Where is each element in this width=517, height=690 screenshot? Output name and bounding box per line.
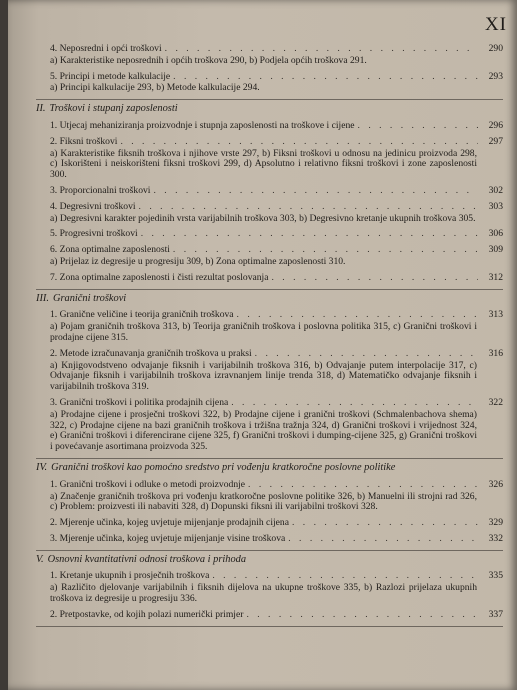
section-divider <box>36 626 503 627</box>
section-title: Granični troškovi <box>52 292 127 304</box>
entry-page-number: 309 <box>488 244 503 256</box>
toc-entry-line <box>36 398 503 409</box>
entry-title: 2. Mjerenje učinka, kojeg uvjetuje mijenjanje prodajnih cijena <box>50 517 289 529</box>
entry-page-number: 312 <box>488 271 503 283</box>
leader-dots <box>237 310 478 321</box>
leader-dots <box>255 349 478 360</box>
entry-title: 4. Degresivni troškovi <box>50 200 136 212</box>
section-number: V. <box>36 553 44 565</box>
section-number: II. <box>36 103 46 115</box>
entry-subtopics: a) Pojam graničnih troškova 313, b) Teorija graničnih troškova i poslovna politika 315, c) Granični troškovi i prodajne cijene 315. <box>50 321 477 343</box>
toc-entry-line <box>36 121 503 132</box>
toc-entry-line <box>36 202 503 213</box>
toc-entry <box>36 610 503 621</box>
leader-dots <box>212 571 478 582</box>
entry-page-number: 296 <box>488 119 503 131</box>
leader-dots <box>292 518 478 529</box>
toc-section <box>36 44 503 100</box>
section-heading <box>36 463 503 474</box>
toc-entry-line <box>36 480 503 491</box>
leader-dots <box>139 202 478 213</box>
entry-page-number: 335 <box>488 570 503 582</box>
section-heading <box>36 555 503 566</box>
section-number: III. <box>36 292 49 304</box>
entry-page-number: 302 <box>488 184 503 196</box>
entry-title: 1. Granični troškovi i odluke o metodi proizvodnje <box>50 478 246 490</box>
toc-section <box>36 104 503 289</box>
entry-page-number: 326 <box>488 478 503 490</box>
page-number: XI <box>484 14 507 35</box>
toc-entry-line <box>36 349 503 360</box>
leader-dots <box>141 229 478 240</box>
entry-page-number: 316 <box>488 347 503 359</box>
entry-page-number: 306 <box>488 228 503 240</box>
toc-entry <box>36 398 503 453</box>
leader-dots <box>153 186 478 197</box>
toc-entry-line <box>36 534 503 545</box>
entry-subtopics: a) Prijelaz iz degresije u progresiju 309, b) Zona optimalne zaposlenosti 310. <box>50 255 346 267</box>
section-divider <box>36 458 503 459</box>
leader-dots <box>358 121 478 132</box>
toc-entry-line <box>36 273 503 284</box>
leader-dots <box>271 273 478 284</box>
entry-title: 2. Fiksni troškovi <box>50 135 118 147</box>
entry-title: 5. Principi i metode kalkulacije <box>50 70 171 82</box>
toc-entry <box>36 229 503 240</box>
toc-entry <box>36 137 503 181</box>
section-divider <box>36 289 503 290</box>
entry-subtopics: a) Karakteristike neposrednih i općih troškova 290, b) Podjela općih troškova 291. <box>50 54 367 66</box>
toc-entry-line <box>36 72 503 83</box>
section-heading <box>36 294 503 305</box>
section-title: Troškovi i stupanj zaposlenosti <box>49 103 178 115</box>
section-title: Granični troškovi kao pomoćno sredstvo pri vođenju kratkoročne poslovne politike <box>51 461 396 473</box>
entry-page-number: 332 <box>488 532 503 544</box>
toc-entry <box>36 480 503 513</box>
toc-entry-line <box>36 229 503 240</box>
entry-subtopics: a) Knjigovodstveno odvajanje fiksnih i varijabilnih troškova 316, b) Odvajanje putem interpolacije 317, c) Odvajanje fiksnih i varijabilnih troškova izravnanjem linije trenda 318, d) Matematičko odvajanje fiksnih i varijabilnih troškova 319. <box>50 359 477 393</box>
section-divider <box>36 550 503 551</box>
entry-title: 2. Pretpostavke, od kojih polazi numerički primjer <box>50 608 244 620</box>
toc-entry <box>36 534 503 545</box>
section-number: IV. <box>36 461 48 473</box>
table-of-contents <box>36 44 503 631</box>
entry-title: 6. Zona optimalne zaposlenosti <box>50 244 170 256</box>
entry-title: 3. Mjerenje učinka, kojeg uvjetuje mijenjanje visine troškova <box>50 532 286 544</box>
toc-entry-line <box>36 245 503 256</box>
entry-title: 1. Kretanje ukupnih i prosječnih troškova <box>50 570 210 582</box>
entry-title: 2. Metode izračunavanja graničnih troškova u praksi <box>50 347 252 359</box>
entry-title: 3. Granični troškovi i politika prodajnih cijena <box>50 396 229 408</box>
toc-entry-line <box>36 610 503 621</box>
toc-entry-line <box>36 186 503 197</box>
entry-title: 1. Granične veličine i teorija graničnih troškova <box>50 309 234 321</box>
entry-title: 4. Neposredni i opći troškovi <box>50 43 162 54</box>
entry-title: 1. Utjecaj mehaniziranja proizvodnje i stupnja zaposlenosti na troškove i cijene <box>50 119 355 131</box>
entry-subtopics: a) Degresivni karakter pojedinih vrsta varijabilnih troškova 303, b) Degresivno kretanje ukupnih troškova 305. <box>50 212 476 224</box>
entry-page-number: 322 <box>488 396 503 408</box>
toc-entry <box>36 349 503 393</box>
toc-entry <box>36 202 503 225</box>
toc-section <box>36 463 503 551</box>
toc-section <box>36 294 503 459</box>
entry-subtopics: a) Karakteristike fiksnih troškova i njihove vrste 297, b) Fiksni troškovi u odnosu na jedinicu proizvoda 298, c) Iskorišteni i neiskorišteni fiksni troškovi 299, d) Apsolutno i relativno fiksni troškovi i zone zaposlenosti 300. <box>50 147 477 181</box>
entry-page-number: 313 <box>488 309 503 321</box>
leader-dots <box>165 44 478 55</box>
entry-subtopics: a) Različito djelovanje varijabilnih i fiksnih dijelova na ukupne troškove 335, b) Razlozi prijelaza ukupnih troškova iz degresije u progresiju 336. <box>50 582 477 605</box>
section-divider <box>36 99 503 100</box>
toc-entry-line <box>36 137 503 148</box>
leader-dots <box>173 72 478 83</box>
entry-page-number: 329 <box>488 517 503 529</box>
entry-page-number: 297 <box>488 135 503 147</box>
section-title: Osnovni kvantitativni odnosi troškova i prihoda <box>47 553 247 565</box>
entry-title: 3. Proporcionalni troškovi <box>50 184 151 196</box>
section-heading <box>36 104 503 115</box>
leader-dots <box>120 137 478 148</box>
toc-entry <box>36 273 503 284</box>
leader-dots <box>288 534 478 545</box>
toc-section <box>36 555 503 627</box>
leader-dots <box>246 610 478 621</box>
toc-entry <box>36 72 503 95</box>
leader-dots <box>231 398 478 409</box>
toc-entry <box>36 44 503 67</box>
toc-entry-line <box>36 518 503 529</box>
toc-entry <box>36 518 503 529</box>
toc-entry-line <box>36 44 503 55</box>
entry-subtopics: a) Prodajne cijene i prosječni troškovi 322, b) Prodajne cijene i granični troškovi (Schmalenbachova shema) 322, c) Prodajne cijene na bazi graničnih troškova i tržišna tražnja 324, d) Granični troškovi i vrijednost 324, e) Granični troškovi i diferencirane cijene 325, f) Granični troškovi i dumping-cijene 325, g) Granični troškovi i povećavanje asortimana proizvoda 325. <box>50 408 477 453</box>
toc-entry <box>36 186 503 197</box>
toc-entry <box>36 245 503 268</box>
entry-page-number: 293 <box>488 70 503 82</box>
entry-page-number: 290 <box>488 43 503 54</box>
entry-subtopics: a) Značenje graničnih troškova pri vođenju kratkoročne poslovne politike 326, b) Manuelni ili strojni rad 326, c) Problem: proizvesti ili nabaviti 328, d) Dopunski fiksni ili varijabilni troškovi 328. <box>50 490 477 513</box>
entry-title: 7. Zona optimalne zaposlenosti i čisti rezultat poslovanja <box>50 271 269 283</box>
toc-entry <box>36 121 503 132</box>
entry-page-number: 337 <box>488 608 503 620</box>
leader-dots <box>248 480 478 491</box>
toc-entry-line <box>36 310 503 321</box>
toc-entry-line <box>36 571 503 582</box>
entry-page-number: 303 <box>488 200 503 212</box>
entry-subtopics: a) Principi kalkulacije 293, b) Metode kalkulacije 294. <box>50 82 260 94</box>
toc-entry <box>36 571 503 604</box>
leader-dots <box>173 245 478 256</box>
book-page <box>8 0 517 690</box>
toc-entry <box>36 310 503 343</box>
entry-title: 5. Progresivni troškovi <box>50 228 138 240</box>
